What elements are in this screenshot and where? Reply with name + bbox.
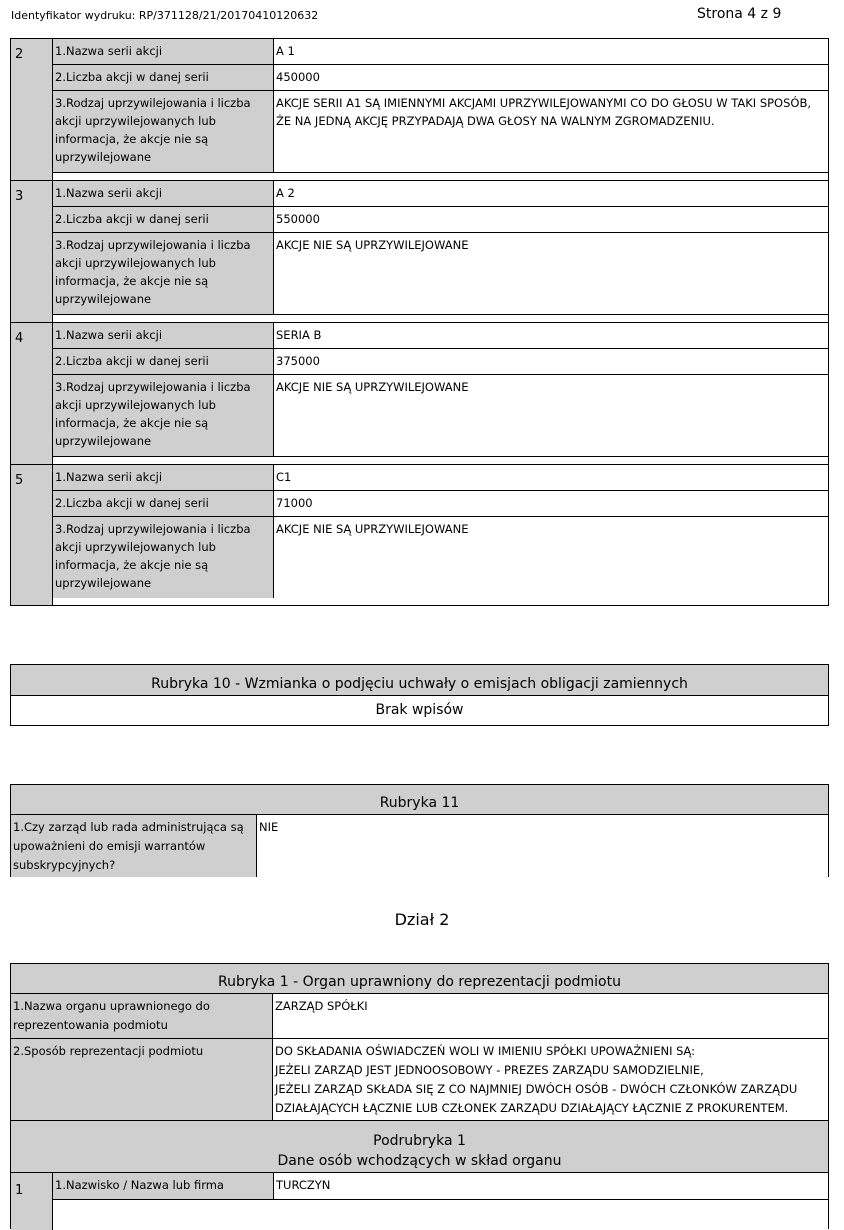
series-block — [10, 322, 829, 465]
series-count-label: 2.Liczba akcji w danej serii — [53, 65, 274, 90]
series-priv-row — [53, 517, 828, 599]
series-count-row — [53, 349, 828, 375]
series-block — [10, 464, 829, 606]
series-priv-label: 3.Rodzaj uprzywilejowania i liczba akcji uprzywilejowanych lub informacja, że akcje nie są uprzywilejowane — [53, 517, 274, 598]
rubryka-1-title: Rubryka 1 - Organ uprawniony do reprezentacji podmiotu — [11, 964, 828, 994]
series-name-row — [53, 181, 828, 207]
podrubryka-header — [11, 1121, 828, 1173]
series-name-label: 1.Nazwa serii akcji — [53, 465, 274, 490]
series-spacer — [53, 315, 828, 322]
series-block — [10, 38, 829, 181]
series-count-value: 375000 — [274, 349, 828, 374]
series-count-value: 550000 — [274, 207, 828, 232]
rubryka-11-title: Rubryka 11 — [11, 785, 828, 815]
person-block — [11, 1173, 828, 1230]
organ-label: 1.Nazwa organu uprawnionego do reprezentowania podmiotu — [11, 994, 273, 1038]
series-name-row — [53, 39, 828, 65]
series-block — [10, 180, 829, 323]
page-number: Strona 4 z 9 — [697, 6, 782, 22]
series-name-label: 1.Nazwa serii akcji — [53, 181, 274, 206]
organ-value: ZARZĄD SPÓŁKI — [273, 994, 828, 1038]
rubryka-11-row — [11, 815, 828, 877]
rubryka-10-title: Rubryka 10 - Wzmianka o podjęciu uchwały o emisjach obligacji zamiennych — [11, 665, 828, 696]
series-count-label: 2.Liczba akcji w danej serii — [53, 349, 274, 374]
rubryka-11 — [10, 784, 829, 877]
section-title: Dział 2 — [394, 910, 450, 929]
series-priv-label: 3.Rodzaj uprzywilejowania i liczba akcji uprzywilejowanych lub informacja, że akcje nie są uprzywilejowane — [53, 91, 274, 172]
series-name-row — [53, 465, 828, 491]
person-name-label: 1.Nazwisko / Nazwa lub firma — [53, 1173, 274, 1199]
series-name-label: 1.Nazwa serii akcji — [53, 39, 274, 64]
series-priv-value: AKCJE NIE SĄ UPRZYWILEJOWANE — [274, 517, 828, 598]
series-count-label: 2.Liczba akcji w danej serii — [53, 491, 274, 516]
series-name-value: A 1 — [274, 39, 828, 64]
person-name-value: TURCZYN — [274, 1173, 828, 1199]
series-count-row — [53, 65, 828, 91]
representation-value: DO SKŁADANIA OŚWIADCZEŃ WOLI W IMIENIU SPÓŁKI UPOWAŻNIENI SĄ: JEŻELI ZARZĄD JEST JEDNOOSOBOWY - PREZES ZARZĄDU SAMODZIELNIE, JEŻELI ZARZĄD SKŁADA SIĘ Z CO NAJMNIEJ DWÓCH OSÓB - DWÓCH CZŁONKÓW ZARZĄDU DZIAŁAJĄCYCH ŁĄCZNIE LUB CZŁONEK ZARZĄDU DZIAŁAJĄCY ŁĄCZNIE Z PROKURENTEM. — [273, 1039, 828, 1120]
series-priv-label: 3.Rodzaj uprzywilejowania i liczba akcji uprzywilejowanych lub informacja, że akcje nie są uprzywilejowane — [53, 375, 274, 456]
series-spacer — [53, 598, 828, 605]
person-spacer — [53, 1200, 828, 1230]
rubryka-10 — [10, 664, 829, 726]
rubryka-1 — [10, 963, 829, 1229]
rubryka-10-body: Brak wpisów — [11, 696, 828, 725]
print-id: Identyfikator wydruku: RP/371128/21/20170410120632 — [11, 9, 319, 22]
series-spacer — [53, 173, 828, 180]
person-number: 1 — [15, 1183, 24, 1198]
series-priv-value: AKCJE SERII A1 SĄ IMIENNYMI AKCJAMI UPRZYWILEJOWANYMI CO DO GŁOSU W TAKI SPOSÓB, ŻE NA JEDNĄ AKCJĘ PRZYPADAJĄ DWA GŁOSY NA WALNYM ZGROMADZENIU. — [274, 91, 828, 172]
warrants-question-value: NIE — [257, 815, 828, 877]
series-priv-value: AKCJE NIE SĄ UPRZYWILEJOWANE — [274, 375, 828, 456]
series-count-value: 71000 — [274, 491, 828, 516]
series-count-value: 450000 — [274, 65, 828, 90]
series-count-row — [53, 207, 828, 233]
series-name-label: 1.Nazwa serii akcji — [53, 323, 274, 348]
organ-row — [11, 994, 828, 1039]
series-priv-value: AKCJE NIE SĄ UPRZYWILEJOWANE — [274, 233, 828, 314]
series-number: 4 — [15, 331, 24, 346]
podrubryka-title: Podrubryka 1 — [373, 1133, 466, 1149]
series-name-row — [53, 323, 828, 349]
series-priv-row — [53, 233, 828, 315]
series-priv-label: 3.Rodzaj uprzywilejowania i liczba akcji uprzywilejowanych lub informacja, że akcje nie są uprzywilejowane — [53, 233, 274, 314]
series-count-row — [53, 491, 828, 517]
series-spacer — [53, 457, 828, 464]
series-priv-row — [53, 375, 828, 457]
representation-label: 2.Sposób reprezentacji podmiotu — [11, 1039, 273, 1120]
series-name-value: SERIA B — [274, 323, 828, 348]
series-number: 2 — [15, 47, 24, 62]
person-rows — [52, 1173, 828, 1230]
series-name-value: A 2 — [274, 181, 828, 206]
series-priv-row — [53, 91, 828, 173]
series-count-label: 2.Liczba akcji w danej serii — [53, 207, 274, 232]
person-name-row — [53, 1173, 828, 1200]
podrubryka-subtitle: Dane osób wchodzących w skład organu — [277, 1153, 562, 1169]
series-name-value: C1 — [274, 465, 828, 490]
series-number: 5 — [15, 473, 24, 488]
representation-row — [11, 1039, 828, 1121]
warrants-question-label: 1.Czy zarząd lub rada administrująca są upoważnieni do emisji warrantów subskrypcyjnych? — [11, 815, 257, 877]
series-number: 3 — [15, 189, 24, 204]
